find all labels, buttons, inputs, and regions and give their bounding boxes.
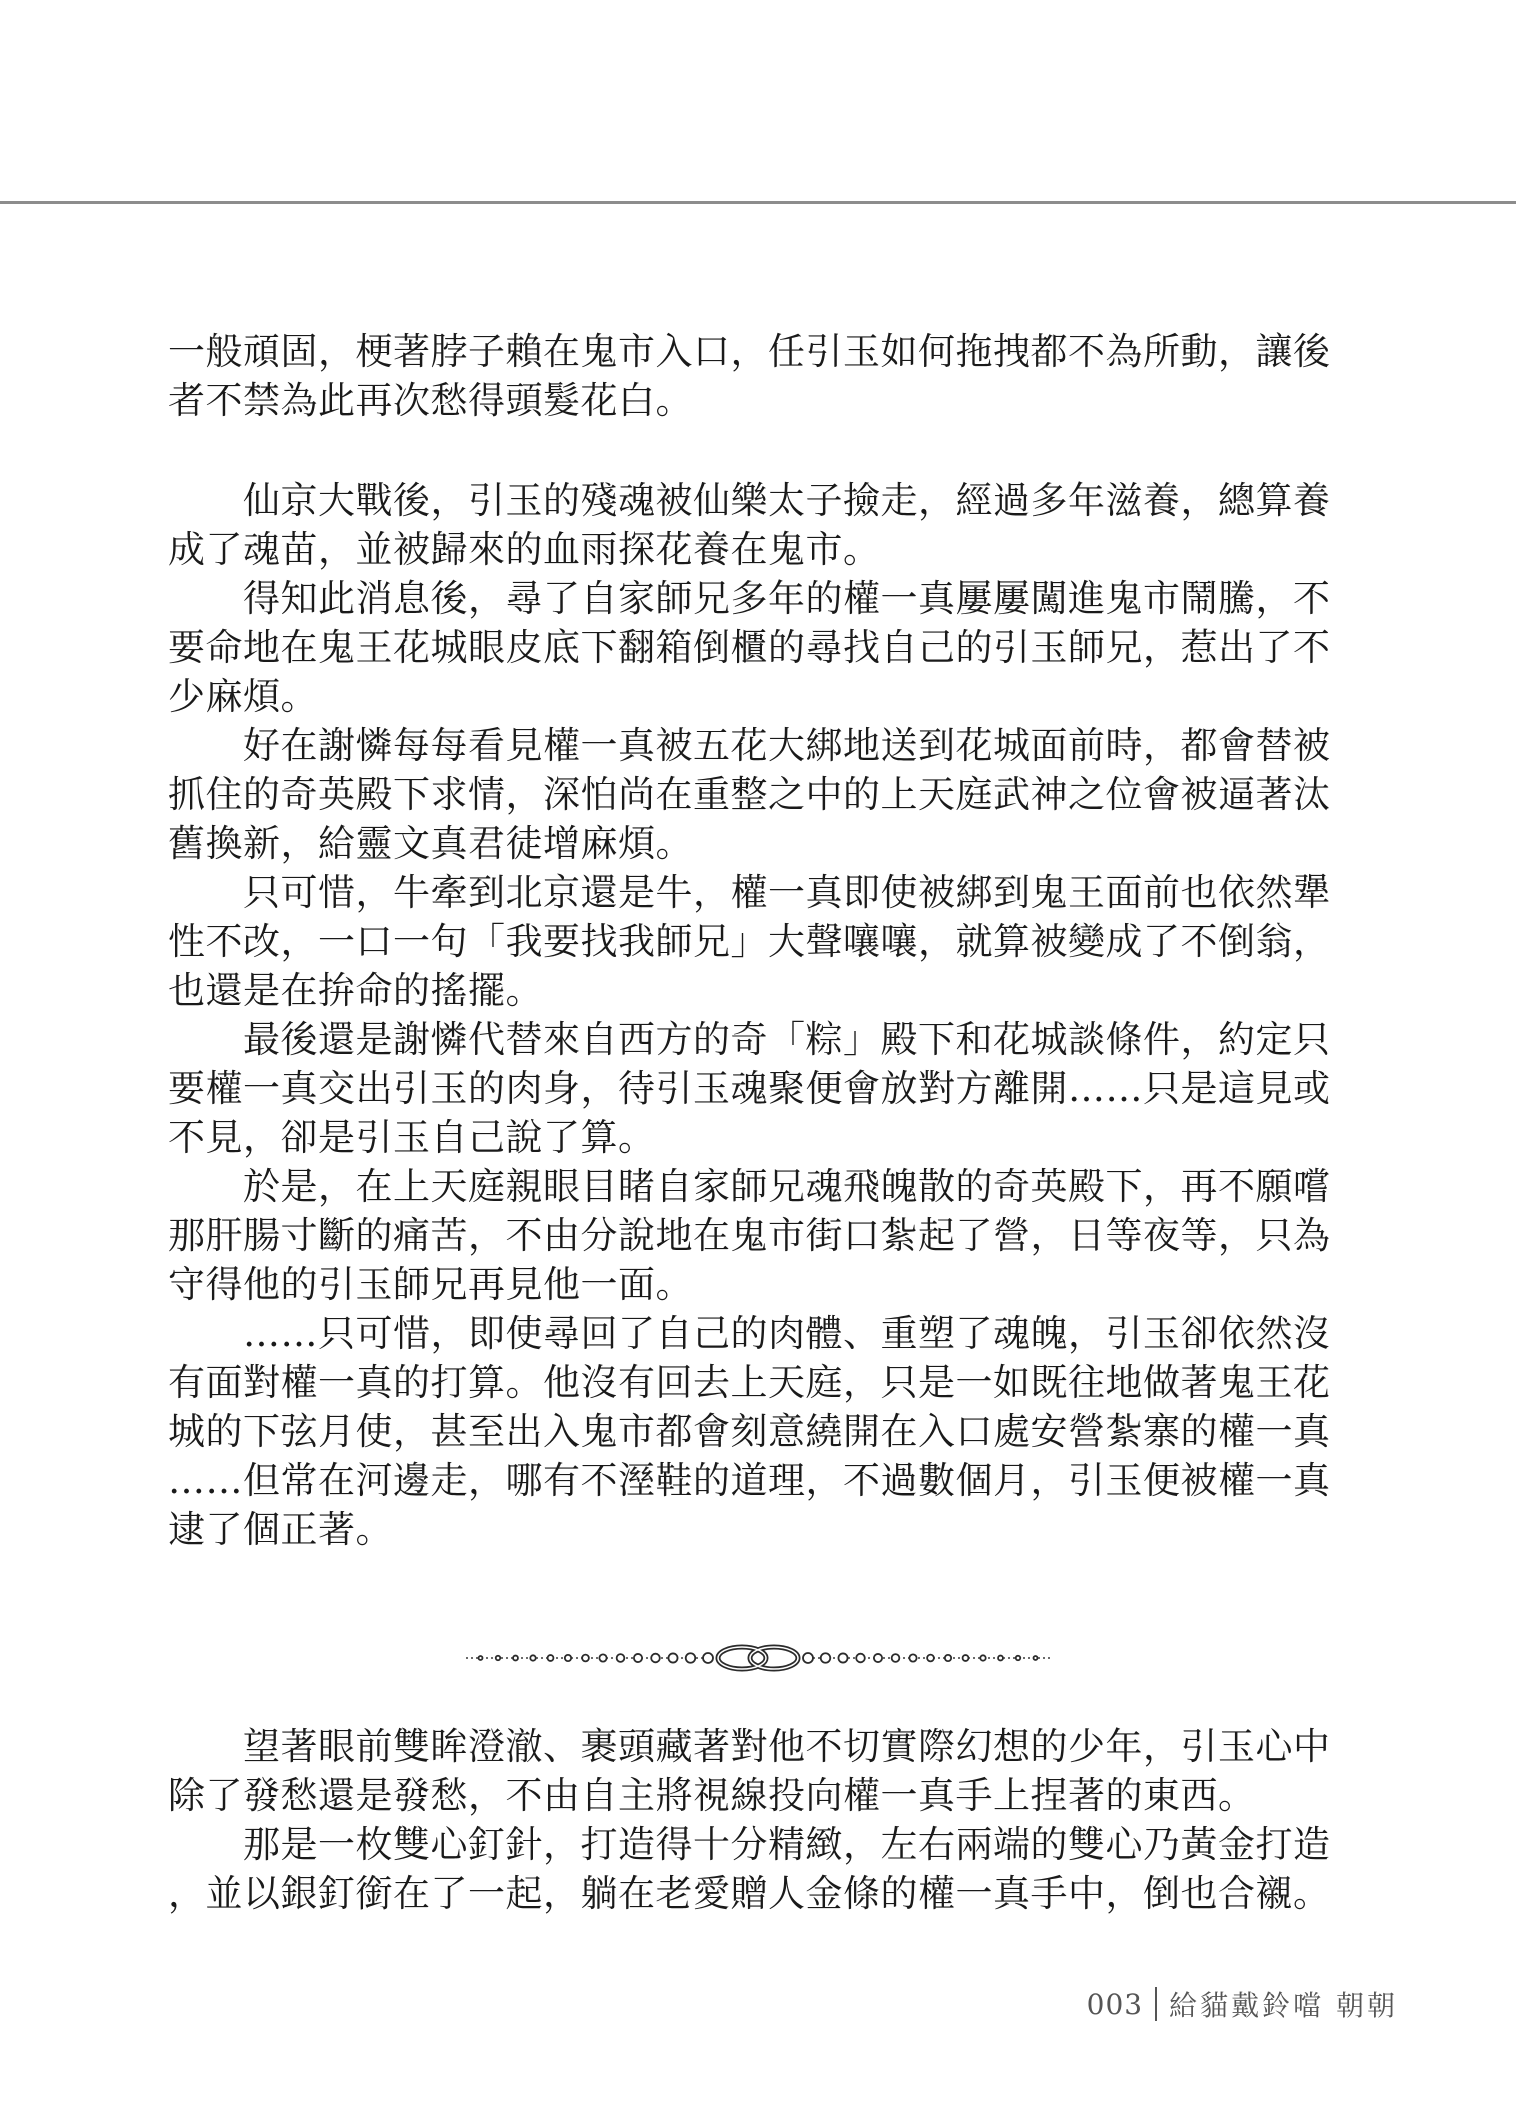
page-footer (1087, 1982, 1398, 2026)
text-line: 抓住的奇英殿下求情，深怕尚在重整之中的上天庭武神之位會被逼著汰 (168, 773, 1331, 816)
text-line: 只可惜，牛牽到北京還是牛，權一真即使被綁到鬼王面前也依然犟 (168, 871, 1331, 914)
text-line: 成了魂苗，並被歸來的血雨探花養在鬼市。 (168, 528, 881, 571)
text-line: 望著眼前雙眸澄澈、裹頭藏著對他不切實際幻想的少年，引玉心中 (168, 1725, 1331, 1768)
header-rule (0, 201, 1516, 204)
divider-dot (927, 1655, 934, 1662)
divider-dot (1034, 1656, 1038, 1660)
text-line: 好在謝憐每每看見權一真被五花大綁地送到花城面前時，都會替被 (168, 724, 1331, 767)
text-line: 不見，卻是引玉自己說了算。 (168, 1116, 656, 1159)
text-line: 要權一真交出引玉的肉身，待引玉魂聚便會放對方離開……只是這見或 (168, 1067, 1331, 1110)
divider-dot (496, 1656, 500, 1660)
divider-dot (821, 1653, 831, 1663)
divider-dot (599, 1654, 606, 1661)
divider-dot (634, 1654, 642, 1662)
divider-dot (909, 1654, 916, 1661)
body-text (168, 327, 1346, 1554)
text-line: 也還是在拚命的搖擺。 (168, 969, 543, 1012)
text-line: 一般頑固，梗著脖子賴在鬼市入口，任引玉如何拖拽都不為所動，讓後 (168, 330, 1331, 373)
text-line: 那肝腸寸斷的痛苦，不由分說地在鬼市街口紮起了營，日等夜等，只為 (168, 1214, 1331, 1257)
text-line: 最後還是謝憐代替來自西方的奇「粽」殿下和花城談條件，約定只 (168, 1018, 1331, 1061)
divider-dot (1016, 1656, 1020, 1660)
text-line: 舊換新，給靈文真君徒增麻煩。 (168, 822, 693, 865)
divider-dot (803, 1653, 813, 1663)
text-line: ……只可惜，即使尋回了自己的肉體、重塑了魂魄，引玉卻依然沒 (168, 1312, 1331, 1355)
text-line: 城的下弦月使，甚至出入鬼市都會刻意繞開在入口處安營紮寨的權一真 (168, 1410, 1331, 1453)
text-line: ，並以銀釘銜在了一起，躺在老愛贈人金條的權一真手中，倒也合襯。 (168, 1872, 1331, 1915)
text-line: 有面對權一真的打算。他沒有回去上天庭，只是一如既往地做著鬼王花 (168, 1361, 1331, 1404)
divider-dot (548, 1655, 554, 1661)
divider-right-dots (803, 1653, 1052, 1663)
divider-dot (530, 1655, 535, 1660)
divider-dot (686, 1653, 696, 1663)
footer-separator (1155, 1987, 1157, 2021)
divider-dot (703, 1653, 713, 1663)
divider-dot (945, 1655, 951, 1661)
text-line: 得知此消息後，尋了自家師兄多年的權一真屢屢闖進鬼市鬧騰，不 (168, 577, 1331, 620)
text-line: 除了發愁還是發愁，不由自主將視線投向權一真手上捏著的東西。 (168, 1774, 1256, 1817)
divider-dot (617, 1654, 625, 1662)
text-line: ……但常在河邊走，哪有不溼鞋的道理，不過數個月，引玉便被權一真 (168, 1459, 1331, 1502)
text-line: 於是，在上天庭親眼目睹自家師兄魂飛魄散的奇英殿下，再不願嚐 (168, 1165, 1331, 1208)
divider-dot (856, 1654, 865, 1663)
divider-dot (513, 1656, 518, 1661)
divider-dot (651, 1654, 660, 1663)
book-title: 給貓戴鈴噹 朝朝 (1169, 1989, 1398, 2022)
divider-left-dots (464, 1653, 713, 1663)
paragraph-gap (168, 425, 1346, 476)
text-line: 性不改，一口一句「我要找我師兄」大聲嚷嚷，就算被變成了不倒翁， (168, 920, 1331, 963)
text-line: 仙京大戰後，引玉的殘魂被仙樂太子撿走，經過多年滋養，總算養 (168, 479, 1331, 522)
section-divider-ornament (462, 1638, 1054, 1678)
text-line: 那是一枚雙心釘針，打造得十分精緻，左右兩端的雙心乃黃金打造 (168, 1823, 1331, 1866)
body-text-continued (168, 1722, 1346, 1918)
divider-dot (963, 1655, 969, 1661)
divider-dot (980, 1655, 985, 1660)
page-number: 003 (1086, 1987, 1144, 2021)
divider-dot (892, 1654, 900, 1662)
divider-knot-icon (718, 1647, 798, 1669)
divider-dot (565, 1655, 571, 1661)
text-line: 少麻煩。 (168, 675, 318, 718)
divider-dot (479, 1656, 483, 1660)
text-line: 要命地在鬼王花城眼皮底下翻箱倒櫃的尋找自己的引玉師兄，惹出了不 (168, 626, 1331, 669)
divider-dot (668, 1653, 677, 1662)
divider-dot (582, 1655, 589, 1662)
divider-dot (874, 1654, 882, 1662)
text-line: 守得他的引玉師兄再見他一面。 (168, 1263, 693, 1306)
divider-dot (838, 1653, 847, 1662)
text-line: 逮了個正著。 (168, 1508, 393, 1551)
divider-dot (998, 1656, 1003, 1661)
text-line: 者不禁為此再次愁得頭髮花白。 (168, 379, 693, 422)
